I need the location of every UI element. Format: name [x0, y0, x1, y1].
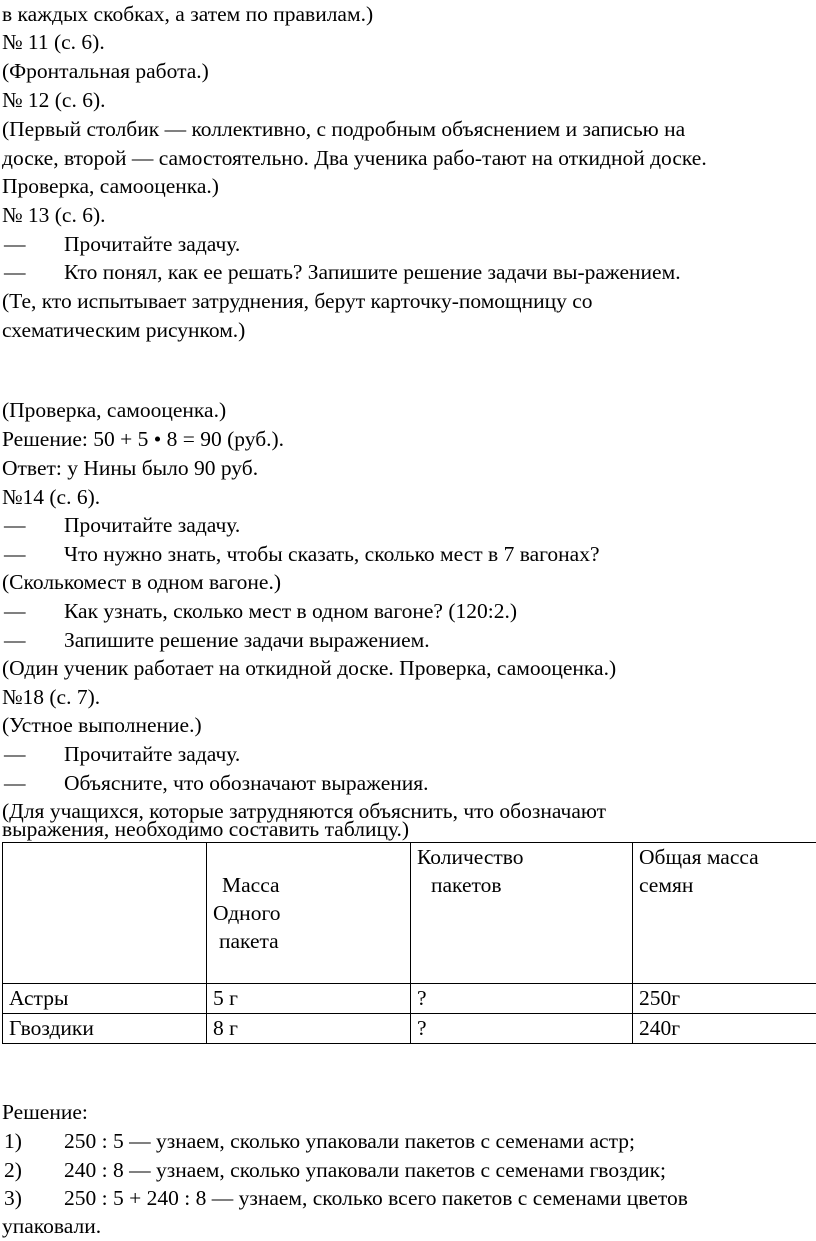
dash-marker: — [4, 771, 26, 795]
paragraph-line: (Те, кто испытывает затруднения, берут карточку-помощницу со [2, 289, 593, 313]
table-header-cell [207, 843, 411, 984]
answer-line: Ответ: у Нины было 90 руб. [2, 456, 259, 480]
table-cell: 240г [633, 1014, 816, 1044]
paragraph-line: (Проверка, самооценка.) [2, 398, 227, 422]
solution-item-number: 3) [4, 1186, 22, 1210]
paragraph-line: (Первый столбик — коллективно, с подробным объяснением и записью на [2, 117, 686, 141]
table-cell: Гвоздики [3, 1014, 207, 1044]
dash-item-text: Прочитайте задачу. [64, 742, 241, 766]
table-header-row [3, 843, 816, 984]
header-count-line2: пакетов [431, 873, 502, 897]
header-mass-line2: Одного [213, 901, 281, 925]
table-row [3, 1014, 816, 1044]
dash-marker: — [4, 513, 26, 537]
header-count-line1: Количество [417, 845, 524, 869]
exercise-heading: № 13 (с. 6). [2, 203, 106, 227]
header-mass-line3: пакета [219, 929, 279, 953]
table-cell: ? [411, 1014, 633, 1044]
dash-item-text: Прочитайте задачу. [64, 513, 241, 537]
table-header-cell [633, 843, 816, 984]
header-total-line2: семян [639, 873, 694, 897]
exercise-heading: № 11 (с. 6). [2, 30, 105, 54]
dash-marker: — [4, 542, 26, 566]
solution-title: Решение: [2, 1100, 88, 1124]
solution-item-number: 2) [4, 1158, 22, 1182]
dash-marker: — [4, 232, 26, 256]
paragraph-line: доске, второй — самостоятельно. Два ученика рабо-тают на откидной доске. [2, 146, 707, 170]
table-cell: 8 г [207, 1014, 411, 1044]
paragraph-line: Проверка, самооценка.) [2, 174, 219, 198]
table-header-cell [411, 843, 633, 984]
dash-item-text: Объясните, что обозначают выражения. [64, 771, 429, 795]
dash-marker: — [4, 599, 26, 623]
solution-item-text: 250 : 5 + 240 : 8 — узнаем, сколько всего пакетов с семенами цветов [64, 1186, 688, 1210]
paragraph-line: в каждых скобках, а затем по правилам.) [2, 2, 374, 26]
dash-item-text: Как узнать, сколько мест в одном вагоне? (120:2.) [64, 599, 517, 623]
solution-item-text: 250 : 5 — узнаем, сколько упаковали пакетов с семенами астр; [64, 1129, 635, 1153]
solution-item-number: 1) [4, 1129, 22, 1153]
header-mass-line1: Масса [222, 873, 280, 897]
dash-item-text: Что нужно знать, чтобы сказать, сколько мест в 7 вагонах? [64, 542, 600, 566]
header-total-line1: Общая масса [639, 845, 759, 869]
paragraph-line: выражения, необходимо составить таблицу.) [2, 817, 410, 841]
dash-marker: — [4, 742, 26, 766]
dash-item-text: Кто понял, как ее решать? Запишите решение задачи вы-ражением. [64, 260, 681, 284]
table-row [3, 984, 816, 1014]
table-cell: ? [411, 984, 633, 1014]
table-header-cell [3, 843, 207, 984]
paragraph-line: схематическим рисунком.) [2, 318, 246, 342]
table-cell: Астры [3, 984, 207, 1014]
paragraph-line: (Один ученик работает на откидной доске. Проверка, самооценка.) [2, 656, 617, 680]
dash-marker: — [4, 260, 26, 284]
seed-mass-table [2, 842, 816, 1044]
solution-continuation: упаковали. [2, 1214, 102, 1238]
dash-item-text: Прочитайте задачу. [64, 232, 241, 256]
table-cell: 5 г [207, 984, 411, 1014]
paragraph-line: (Для учащихся, которые затрудняются объяснить, что обозначают [2, 799, 607, 823]
paragraph-line: (Фронтальная работа.) [2, 59, 209, 83]
solution-item-text: 240 : 8 — узнаем, сколько упаковали пакетов с семенами гвоздик; [64, 1158, 667, 1182]
dash-marker: — [4, 628, 26, 652]
solution-line: Решение: 50 + 5 • 8 = 90 (руб.). [2, 427, 285, 451]
paragraph-line: (Устное выполнение.) [2, 713, 202, 737]
table-cell: 250г [633, 984, 816, 1014]
exercise-heading: № 12 (с. 6). [2, 88, 106, 112]
dash-item-text: Запишите решение задачи выражением. [64, 628, 430, 652]
exercise-heading: №18 (с. 7). [2, 685, 101, 709]
exercise-heading: №14 (с. 6). [2, 485, 101, 509]
paragraph-line: (Сколькомест в одном вагоне.) [2, 570, 281, 594]
